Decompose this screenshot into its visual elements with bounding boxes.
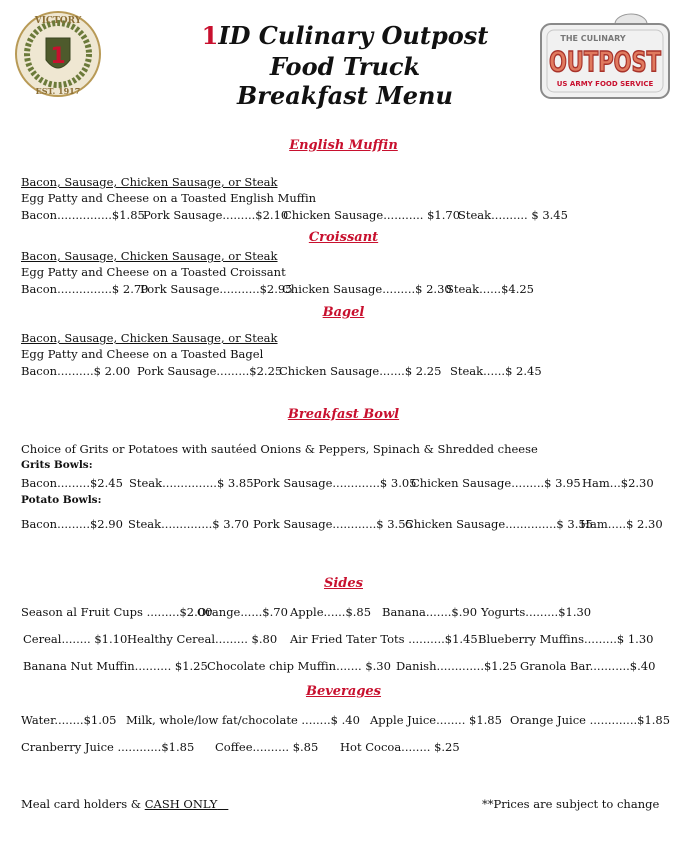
bagel-options: Bacon, Sausage, Chicken Sausage, or Steak [21,331,278,345]
menu-title-line1: 1ID Culinary Outpost [201,21,489,50]
price-item: Chicken Sausage........... $1.70 [283,208,461,222]
price-disclaimer: **Prices are subject to change [482,797,660,811]
payment-note: Meal card holders & CASH ONLY [21,797,218,811]
price-item: Bacon...............$1.85 [21,208,145,222]
breakfast-bowl-description: Choice of Grits or Potatoes with sautéed Onions & Peppers, Spinach & Shredded cheese [21,442,538,456]
menu-title-line3: Breakfast Menu [237,81,453,110]
price-item: Bacon.........$2.90 [21,517,123,531]
bagel-description: Egg Patty and Cheese on a Toasted Bagel [21,347,264,361]
section-heading-croissant: Croissant [308,230,379,245]
price-item: Pork Sausage............$ 3.55 [253,517,413,531]
svg-text:US ARMY FOOD SERVICE: US ARMY FOOD SERVICE [556,80,654,88]
price-item: Season al Fruit Cups .........$2.00 [21,605,213,619]
price-item: Steak.......... $ 3.45 [458,208,568,222]
price-item: Bacon.........$2.45 [21,476,123,490]
price-item: Granola Bar...........$.40 [520,659,656,673]
svg-text:THE CULINARY: THE CULINARY [560,34,626,43]
section-heading-english-muffin: English Muffin [289,138,398,153]
price-item: Cranberry Juice ............$1.85 [21,740,195,754]
section-heading-breakfast-bowl: Breakfast Bowl [287,407,400,422]
price-item: Bacon...............$ 2.70 [21,282,149,296]
price-item: Chicken Sausage.........$ 2.30 [282,282,452,296]
price-item: Ham...$2.30 [582,476,654,490]
price-item: Steak..............$ 3.70 [128,517,249,531]
price-item: Chicken Sausage.......$ 2.25 [279,364,442,378]
english-muffin-description: Egg Patty and Cheese on a Toasted English Muffin [21,191,317,205]
english-muffin-options: Bacon, Sausage, Chicken Sausage, or Steak [21,175,278,189]
croissant-options: Bacon, Sausage, Chicken Sausage, or Steak [21,249,278,263]
svg-text:1: 1 [50,44,66,69]
section-heading-bagel: Bagel [322,305,365,320]
price-item: Bacon..........$ 2.00 [21,364,131,378]
price-item: Blueberry Muffins.........$ 1.30 [478,632,654,646]
price-item: Ham.....$ 2.30 [580,517,663,531]
menu-title-line2: Food Truck [269,52,421,81]
price-item: Banana.......$.90 [382,605,478,619]
price-item: Steak......$ 2.45 [450,364,542,378]
price-item: Yogurts.........$1.30 [481,605,592,619]
seal-top-text: VICTORY [34,16,82,26]
victory-seal-logo [14,10,102,98]
price-item: Apple Juice........ $1.85 [370,713,502,727]
price-item: Coffee.......... $.85 [215,740,319,754]
price-item: Apple......$.85 [290,605,372,619]
price-item: Banana Nut Muffin.......... $1.25 [23,659,208,673]
grits-bowls-label: Grits Bowls: [21,459,93,471]
price-item: Hot Cocoa........ $.25 [340,740,460,754]
section-heading-sides: Sides [323,576,363,591]
price-item: Pork Sausage.........$2.25 [137,364,283,378]
culinary-outpost-logo [535,10,675,106]
price-item: Milk, whole/low fat/chocolate ........$ .40 [126,713,360,727]
price-item: Chocolate chip Muffin....... $.30 [207,659,391,673]
price-item: Orange......$.70 [197,605,288,619]
price-item: Pork Sausage.............$ 3.05 [253,476,417,490]
price-item: Air Fried Tater Tots ..........$1.45 [290,632,478,646]
potato-bowls-label: Potato Bowls: [21,494,102,506]
price-item: Steak......$4.25 [446,282,534,296]
seal-bottom-text: EST. 1917 [35,86,81,96]
price-item: Orange Juice .............$1.85 [510,713,671,727]
price-item: Chicken Sausage..............$ 3.55 [405,517,593,531]
price-item: Water........$1.05 [21,713,117,727]
price-item: Pork Sausage.........$2.10 [143,208,289,222]
price-item: Pork Sausage...........$2.95 [140,282,293,296]
price-item: Danish.............$1.25 [396,659,517,673]
section-heading-beverages: Beverages [305,684,382,699]
price-item: Chicken Sausage.........$ 3.95 [411,476,581,490]
croissant-description: Egg Patty and Cheese on a Toasted Croissant [21,265,286,279]
svg-text:OUTPOST: OUTPOST [549,45,661,78]
price-item: Steak...............$ 3.85 [129,476,254,490]
price-item: Healthy Cereal......... $.80 [127,632,278,646]
price-item: Cereal........ $1.10 [23,632,128,646]
